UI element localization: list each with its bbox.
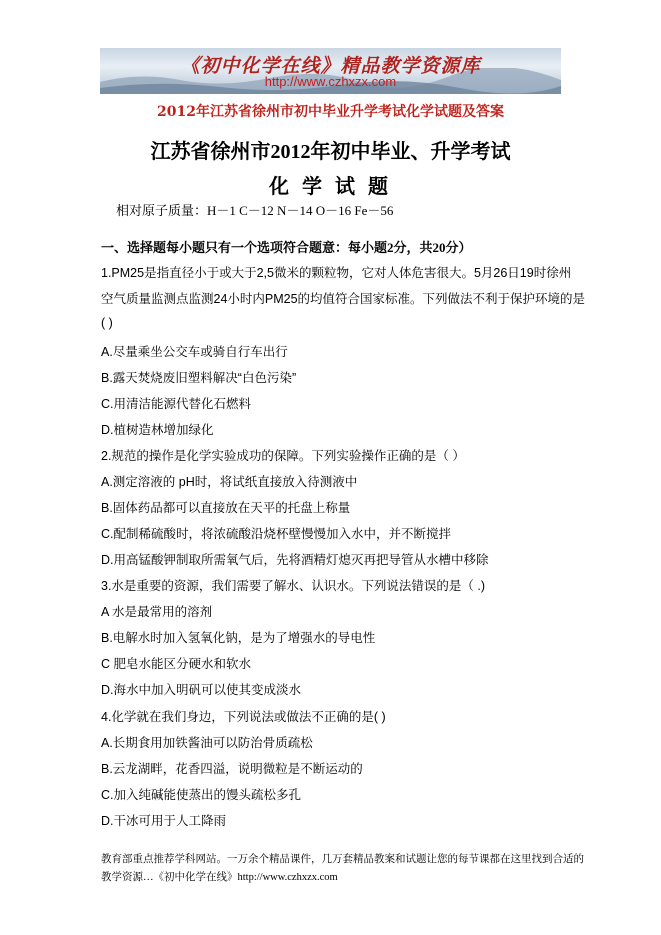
question-line: 2.规范的操作是化学实验成功的保障。下列实验操作正确的是（ ） (101, 449, 465, 463)
option-line: D.用高锰酸钾制取所需氧气后，先将酒精灯熄灭再把导管从水槽中移除 (101, 553, 489, 567)
atomic-masses: 相对原子质量：H－1 C－12 N－14 O－16 Fe－56 (116, 203, 394, 218)
option-line: A.测定溶液的 pH时，将试纸直接放入待测液中 (101, 475, 358, 489)
question-line: 空气质量监测点监测24小时内PM25的均值符合国家标准。下列做法不利于保护环境的是 (101, 292, 586, 306)
option-line: B.露天焚烧废旧塑料解决“白色污染” (101, 371, 297, 385)
header-banner (100, 48, 561, 94)
question-line: 3.水是重要的资源，我们需要了解水、认识水。下列说法错误的是（ .) (101, 579, 486, 593)
question-line: 4.化学就在我们身边，下列说法或做法不正确的是( ) (101, 710, 386, 724)
option-line: B.电解水时加入氢氧化钠，是为了增强水的导电性 (101, 631, 376, 645)
option-line: A.长期食用加铁酱油可以防治骨质疏松 (101, 736, 313, 750)
document-title: 2012年江苏省徐州市初中毕业升学考试化学试题及答案 (157, 104, 504, 120)
option-line: C.配制稀硫酸时，将浓硫酸沿烧杯壁慢慢加入水中，并不断搅拌 (101, 527, 452, 541)
option-line: B.固体药品都可以直接放在天平的托盘上称量 (101, 501, 351, 515)
option-line: A 水是最常用的溶剂 (101, 605, 213, 619)
banner-title: 《初中化学在线》精品教学资源库 (180, 55, 481, 77)
option-line: D.植树造林增加绿化 (101, 423, 214, 437)
footer-link[interactable]: 教学资源…《初中化学在线》http://www.czhxzx.com (101, 872, 338, 883)
banner-url[interactable]: http://www.czhxzx.com (264, 74, 397, 89)
footer-text: 教育部重点推荐学科网站。一万余个精品课件，几万套精品教案和试题让您的每节课都在这里找到合适的 (101, 854, 584, 865)
section-heading: 一、选择题每小题只有一个选项符合题意：每小题2分，共20分） (101, 240, 472, 255)
answer-blank: ( ) (101, 316, 113, 330)
subject-title: 化 学 试 题 (269, 176, 392, 198)
option-line: B.云龙湖畔，花香四溢，说明微粒是不断运动的 (101, 762, 363, 776)
question-line: 1.PM25是指直径小于或大于2,5微米的颗粒物，它对人体危害很大。5月26日19时徐州 (101, 266, 572, 280)
option-line: D.干冰可用于人工降雨 (101, 814, 227, 828)
option-line: D.海水中加入明矾可以使其变成淡水 (101, 683, 302, 697)
option-line: A.尽量乘坐公交车或骑自行车出行 (101, 345, 288, 359)
option-line: C.加入纯碱能使蒸出的馒头疏松多孔 (101, 788, 302, 802)
exam-title: 江苏省徐州市2012年初中毕业、升学考试 (150, 141, 511, 163)
option-line: C.用清洁能源代替化石燃料 (101, 397, 252, 411)
option-line: C 肥皂水能区分硬水和软水 (101, 657, 252, 671)
